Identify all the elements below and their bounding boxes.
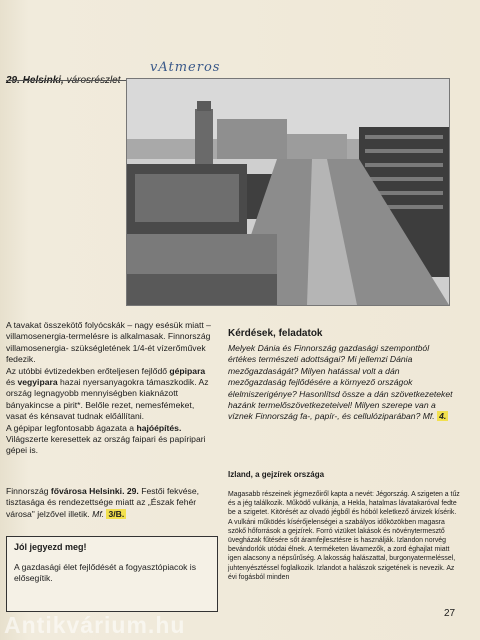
workbook-ref: Mf. (422, 411, 435, 422)
text-span: Az utóbbi évtizedekben erőteljesen fejlődő (6, 365, 170, 376)
text-span: hazai nyersanyagokra támaszkodik. Az ország legnagyobb mennyiségben kiaknázott bányakincse a pirit*. Belőle rezet, nemesfémeket, vasat és kénsavat tudnak előállítani. (6, 377, 209, 422)
remember-box (6, 536, 218, 612)
iceland-title: Izland, a gejzírek országa (228, 470, 325, 479)
workbook-badge: 4. (439, 411, 447, 422)
remember-text: A gazdasági élet fejlődését a fogyasztópiacok is elősegítik. (14, 562, 197, 583)
caption-divider (6, 80, 126, 81)
watermark-text: Antikvárium.hu (4, 612, 186, 638)
bold-term: gépipara (169, 365, 206, 376)
text-span: A gépipar legfontosabb ágazata a (6, 422, 137, 433)
bold-term: hajóépítés. (136, 422, 182, 433)
capital-paragraph (6, 486, 216, 520)
iceland-text: Magasabb részeinek jégmezőiről kapta a nevét: Jégország. A szigeten a tűz és a jég találkozik. Működő vulkánja, a Hekla, hatalmas lávatakaróval fedte be a szigetet. Kitörését az olvadó jégből és hóból keletkező árvizek kísérik. A vulkáni működés kísérőjelenségei a szabályos időközökben magasra szökő hőforrások a gejzírek. Forró vizüket lakások és növénytermesztő üvegházak fűtésére sőt áramfejlesztésre is használják. Izlandon norvég bevándorlók utódai élnek. A terméketen lávamezők, a zord éghajlat miatt igen alacsony a népsűrűség. A lakosság halászattal, burgonyatermeléssel, juhtenyésztéssel foglalkozik. Izlandot a halászok szigetének is nevezik. Az évi fogásból minden (228, 491, 460, 581)
page-number: 27 (444, 608, 456, 619)
workbook-ref: Mf. (92, 508, 105, 519)
figure-ref: 29. (124, 486, 139, 496)
text-span: Finnország (6, 486, 51, 496)
tasks-title: Kérdések, feladatok (228, 328, 323, 339)
bold-term: fővárosa Helsinki. (50, 486, 125, 496)
remember-heading: Jól jegyezd meg! (14, 542, 87, 552)
handwritten-note: vAtmeros (150, 60, 221, 75)
economy-text (6, 320, 216, 457)
paragraph-shipbuilding (6, 423, 216, 457)
bold-term: vegyipara (17, 377, 58, 388)
text-span: Festői fekvése, tisztasága és rendezettsége miatt az „Észak fehér városa" jelzővel illetik. (6, 486, 199, 519)
tasks-text (228, 343, 458, 423)
workbook-badge: 3/B. (108, 508, 125, 519)
helsinki-photo (126, 78, 450, 306)
tasks-section (228, 328, 458, 423)
text-span: Melyek Dánia és Finnország gazdasági szempontból értékes természeti adottságai? Mi jellemzi Dánia mezőgazdaságát? Milyen hatással volt a dán mezőgazdaság fejlődésére a környező országok élelmiszerigénye? Hasonlítsd össze a dán szövetkezeteket hazánk termelőszövetkezeteivel! Milyen szerepe van a víznek Finnország fa-, papír-, és cellulóziparában? (228, 343, 453, 422)
text-span: és (6, 377, 18, 388)
paragraph-industry (6, 366, 216, 423)
paragraph-hydropower: A tavakat összekötő folyócskák – nagy esésük miatt – villamosenergia-termelésre is alkalmasak. Finnország villamosenergia- szükségletének 1/4-ét vízerőművek fedezik. (6, 320, 211, 365)
text-span: Világszerte keresettek az ország faipari és papíripari gépei is. (6, 434, 206, 456)
